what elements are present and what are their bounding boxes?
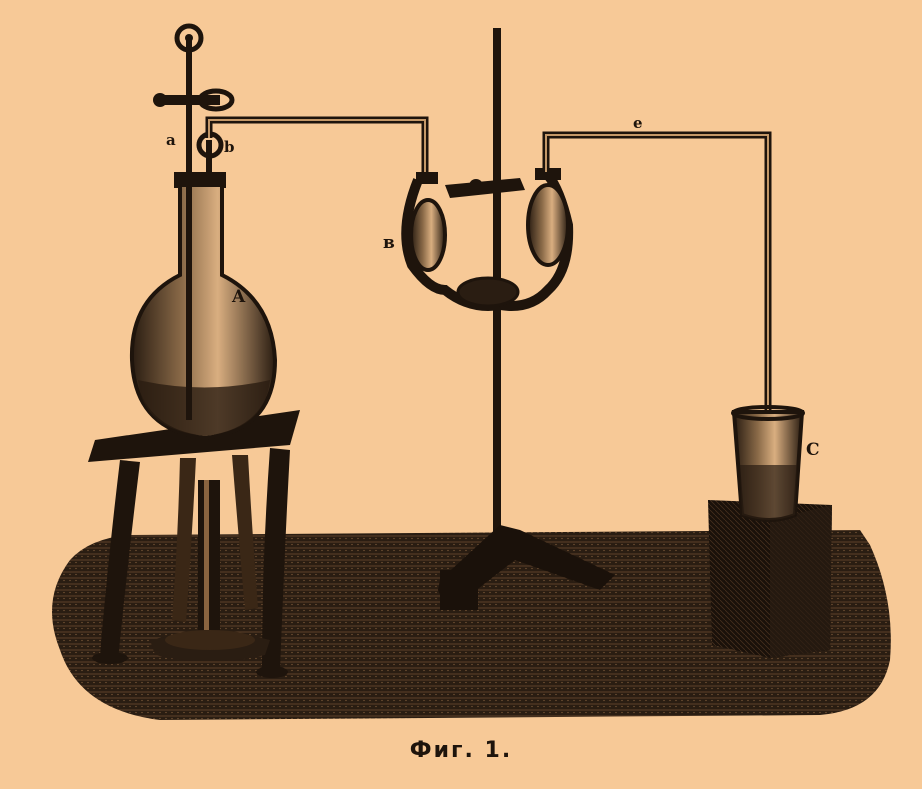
stopcock (153, 26, 232, 156)
label-bulb-v: в (383, 233, 395, 253)
figure-caption: Фиг. 1. (409, 738, 513, 763)
label-beaker-c: C (806, 440, 820, 460)
label-tube-e: e (633, 114, 643, 132)
delivery-tube-1 (209, 120, 425, 182)
label-flask-a: A (232, 287, 246, 307)
label-b: b (224, 138, 235, 156)
label-a: a (166, 131, 176, 149)
retort-stand (438, 28, 615, 610)
